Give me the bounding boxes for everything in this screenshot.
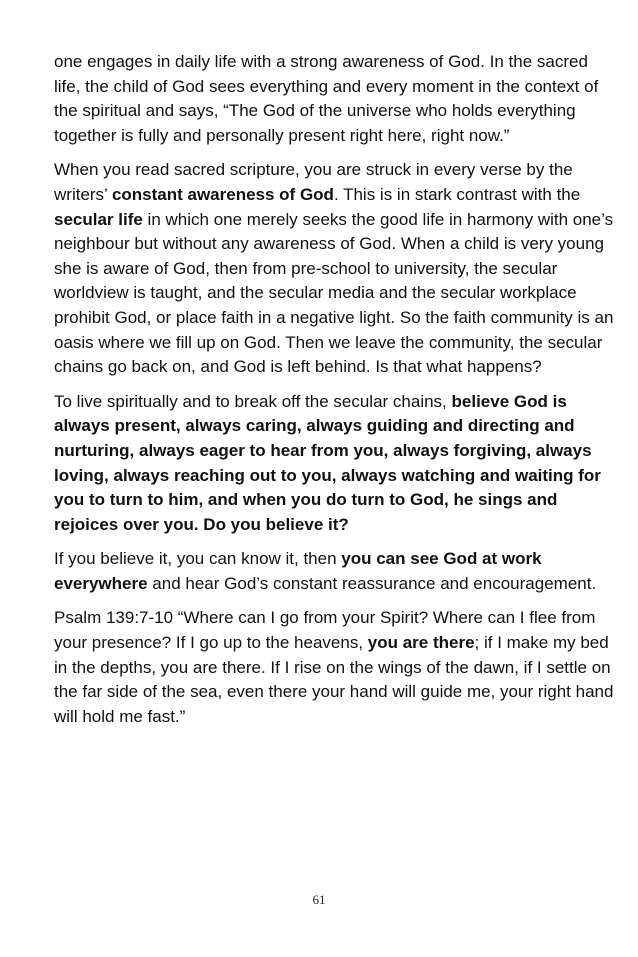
text-segment: To live spiritually and to break off the secular chains, <box>54 391 452 411</box>
text-segment: Psalm 139:7-10 “Where can I go from your Spirit? Where can I flee from your presence? If I go up to the heavens, <box>54 608 596 653</box>
paragraph-5-psalm-quote <box>54 606 614 729</box>
text-segment: one engages in daily life with a strong awareness of God. In the sacred life, the child of God sees everything and every moment in the context of the spiritual and says, “The God of the universe who holds everything together is fully and personally present right here, right now.” <box>54 52 599 145</box>
paragraph-4 <box>54 547 614 596</box>
text-segment: and hear God’s constant reassurance and encouragement. <box>147 573 597 593</box>
paragraph-1 <box>54 50 614 148</box>
bold-phrase: believe God is always present, always caring, always guiding and directing and nurturing, always eager to hear from you, always forgiving, always loving, always reaching out to you, always watching and waiting for you to turn to him, and when you do turn to God, he sings and rejoices over you. Do you believe it? <box>54 391 601 534</box>
text-segment: If you believe it, you can know it, then <box>54 549 342 569</box>
text-segment: in which one merely seeks the good life in harmony with one’s neighbour but without any awareness of God. When a child is very young she is aware of God, then from pre-school to university, the secular worldview is taught, and the secular media and the secular workplace prohibit God, or place faith in a negative light. So the faith community is an oasis where we fill up on God. Then we leave the community, the secular chains go back on, and God is left behind. Is that what happens? <box>54 209 614 377</box>
bold-phrase: constant awareness of God <box>111 184 334 204</box>
page-number: 61 <box>312 892 326 907</box>
paragraph-2 <box>54 158 614 379</box>
text-segment: ; if I make my bed in the depths, you are there. If I rise on the wings of the dawn, if I settle on the far side of the sea, even there your hand will guide me, your right hand will hold me fast.” <box>54 633 614 726</box>
text-segment: When you read sacred scripture, you are struck in every verse by the writers’ <box>54 160 573 204</box>
text-segment: . This is in stark contrast with the <box>333 184 581 204</box>
bold-phrase: secular life <box>54 209 143 229</box>
bold-phrase: you can see God at work everywhere <box>54 549 542 593</box>
bold-phrase: you are there <box>367 633 475 653</box>
paragraph-3 <box>54 390 614 538</box>
page-body <box>54 50 614 739</box>
